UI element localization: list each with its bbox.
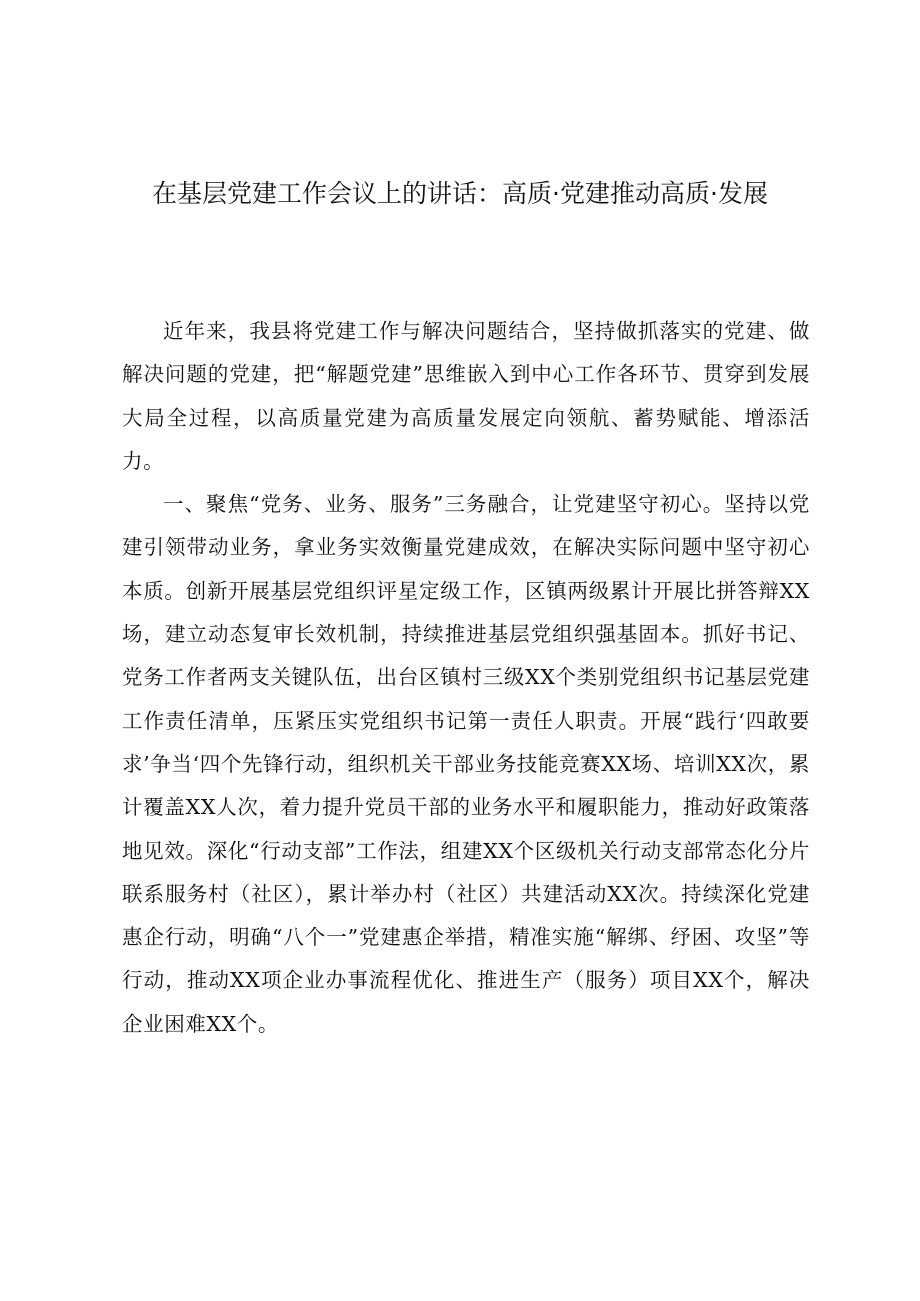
document-title: 在基层党建工作会议上的讲话：高质·党建推动高质·发展	[152, 179, 768, 208]
paragraph-intro: 近年来，我县将党建工作与解决问题结合，坚持做抓落实的党建、做解决问题的党建，把“解题党建”思维嵌入到中心工作各环节、贯穿到发展大局全过程，以高质量党建为高质量发展定向领航、蓄势赋能、增添活力。	[122, 319, 810, 473]
paragraph-section-one: 一、聚焦“党务、业务、服务”三务融合，让党建坚守初心。坚持以党建引领带动业务，拿业务实效衡量党建成效，在解决实际问题中坚守初心本质。创新开展基层党组织评星定级工作，区镇两级累计开展比拼答辩XX场，建立动态复审长效机制，持续推进基层党组织强基固本。抓好书记、党务工作者两支关键队伍，出台区镇村三级XX个类别党组织书记基层党建工作责任清单，压紧压实党组织书记第一责任人职责。开展“践行‘四敢要求’争当‘四个先锋行动，组织机关干部业务技能竞赛XX场、培训XX次，累计覆盖XX人次，着力提升党员干部的业务水平和履职能力，推动好政策落地见效。深化“行动支部”工作法，组建XX个区级机关行动支部常态化分片联系服务村（社区），累计举办村（社区）共建活动XX次。持续深化党建惠企行动，明确“八个一”党建惠企举措，精准实施“解绑、纾困、攻坚”等行动，推动XX项企业办事流程优化、推进生产（服务）项目XX个，解决企业困难XX个。	[122, 492, 810, 1036]
document-body	[122, 310, 810, 1046]
